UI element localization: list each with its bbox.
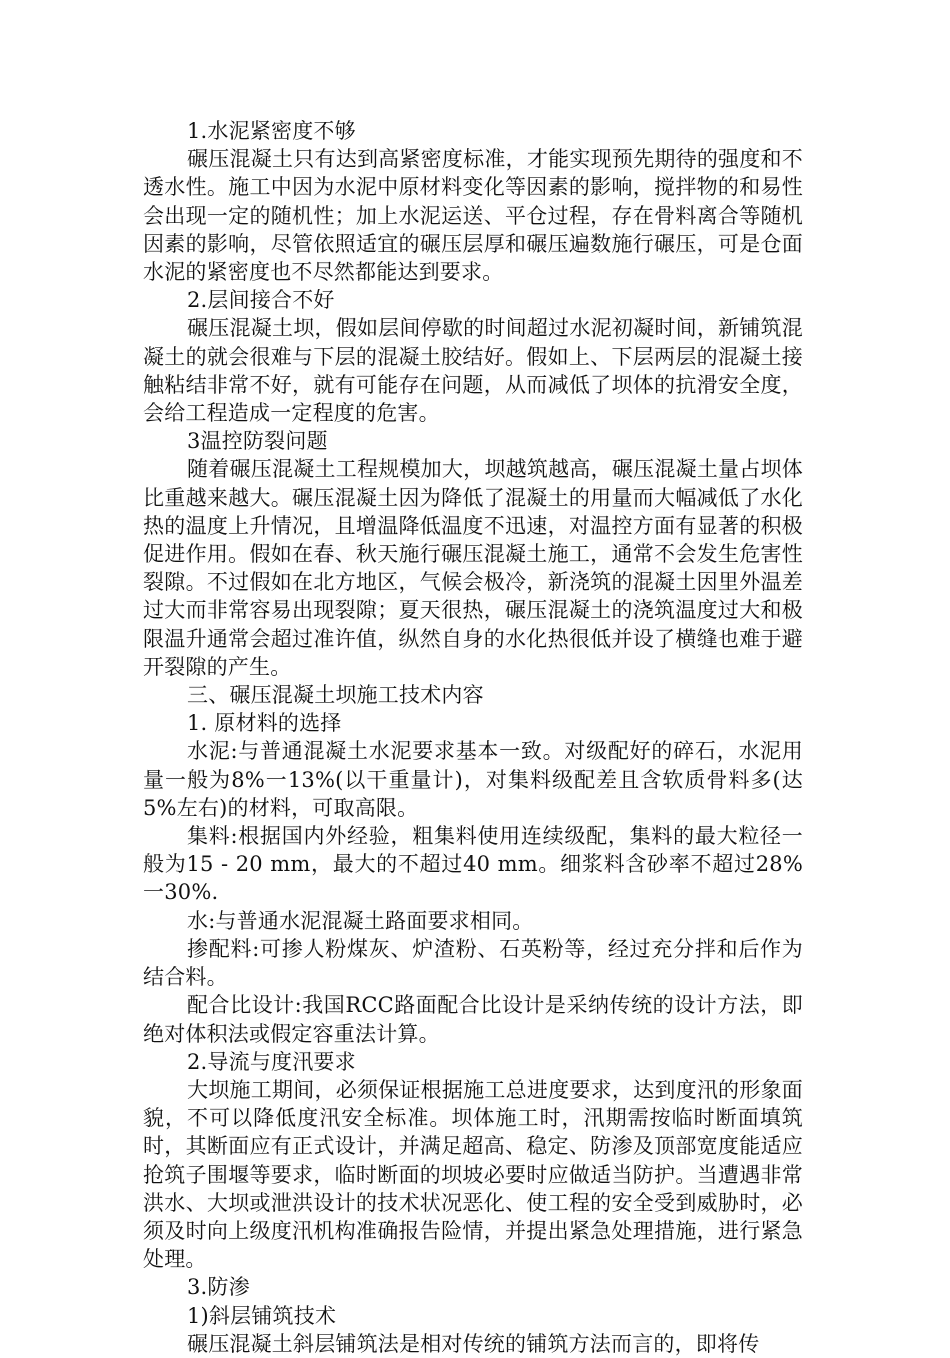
paragraph-cement-density: 碾压混凝土只有达到高紧密度标准，才能实现预先期待的强度和不透水性。施工中因为水泥中原材料变化等因素的影响，搅拌物的和易性会出现一定的随机性；加上水泥运送、平仓过程，存在骨料离合等随机因素的影响，尽管依照适宜的碾压层厚和碾压遍数施行碾压，可是仓面水泥的紧密度也不尽然都能达到要求。: [143, 147, 803, 285]
document-body: [143, 117, 803, 1358]
heading-raw-materials: 1. 原材料的选择: [187, 711, 342, 736]
paragraph-layer-bonding: 碾压混凝土坝，假如层间停歇的时间超过水泥初凝时间，新铺筑混凝土的就会很难与下层的混凝土胶结好。假如上、下层两层的混凝土接触粘结非常不好，就有可能存在问题，从而减低了坝体的抗滑安全度，会给工程造成一定程度的危害。: [143, 316, 803, 426]
section-heading-construction-tech: 三、碾压混凝土坝施工技术内容: [187, 683, 484, 708]
paragraph-aggregate: 集料:根据国内外经验，粗集料使用连续级配，集料的最大粒径一般为15 - 20 mm，最大的不超过40 mm。细浆料含砂率不超过28%一30%.: [143, 824, 803, 905]
paragraph-inclined-layer: 碾压混凝土斜层铺筑法是相对传统的铺筑方法而言的，即将传: [187, 1331, 760, 1356]
heading-diversion-flood: 2.导流与度汛要求: [187, 1049, 356, 1074]
paragraph-temperature-control: 随着碾压混凝土工程规模加大，坝越筑越高，碾压混凝土量占坝体比重越来越大。碾压混凝土因为降低了混凝土的用量而大幅减低了水化热的温度上升情况，且增温降低温度不迅速，对温控方面有显著的积极促进作用。假如在春、秋天施行碾压混凝土施工，通常不会发生危害性裂隙。不过假如在北方地区，气候会极冷，新浇筑的混凝土因里外温差过大而非常容易出现裂隙；夏天很热，碾压混凝土的浇筑温度过大和极限温升通常会超过准许值，纵然自身的水化热很低并设了横缝也难于避开裂隙的产生。: [143, 457, 803, 679]
paragraph-mix-design: 配合比设计:我国RCC路面配合比设计是采纳传统的设计方法，即绝对体积法或假定容重法计算。: [143, 993, 803, 1046]
paragraph-cement: 水泥:与普通混凝土水泥要求基本一致。对级配好的碎石，水泥用量一般为8%一13%(以干重量计)，对集料级配差且含软质骨料多(达5%左右)的材料，可取高限。: [143, 739, 803, 820]
paragraph-diversion-flood: 大坝施工期间，必须保证根据施工总进度要求，达到度汛的形象面貌，不可以降低度汛安全标准。坝体施工时，汛期需按临时断面填筑时，其断面应有正式设计，并满足超高、稳定、防渗及顶部宽度能适应抢筑子围堰等要求，临时断面的坝坡必要时应做适当防护。当遭遇非常洪水、大坝或泄洪设计的技术状况恶化、使工程的安全受到威胁时，必须及时向上级度汛机构准确报告险情，并提出紧急处理措施，进行紧急处理。: [143, 1077, 803, 1272]
paragraph-water: 水:与普通水泥混凝土路面要求相同。: [187, 908, 534, 933]
heading-temperature-control: 3温控防裂问题: [187, 429, 328, 454]
heading-cement-density: 1.水泥紧密度不够: [187, 119, 356, 143]
heading-layer-bonding: 2.层间接合不好: [187, 288, 335, 313]
paragraph-admixture: 掺配料:可掺人粉煤灰、炉渣粉、石英粉等，经过充分拌和后作为结合料。: [143, 936, 803, 990]
heading-seepage-control: 3.防渗: [187, 1275, 250, 1300]
heading-inclined-layer: 1)斜层铺筑技术: [187, 1303, 337, 1328]
